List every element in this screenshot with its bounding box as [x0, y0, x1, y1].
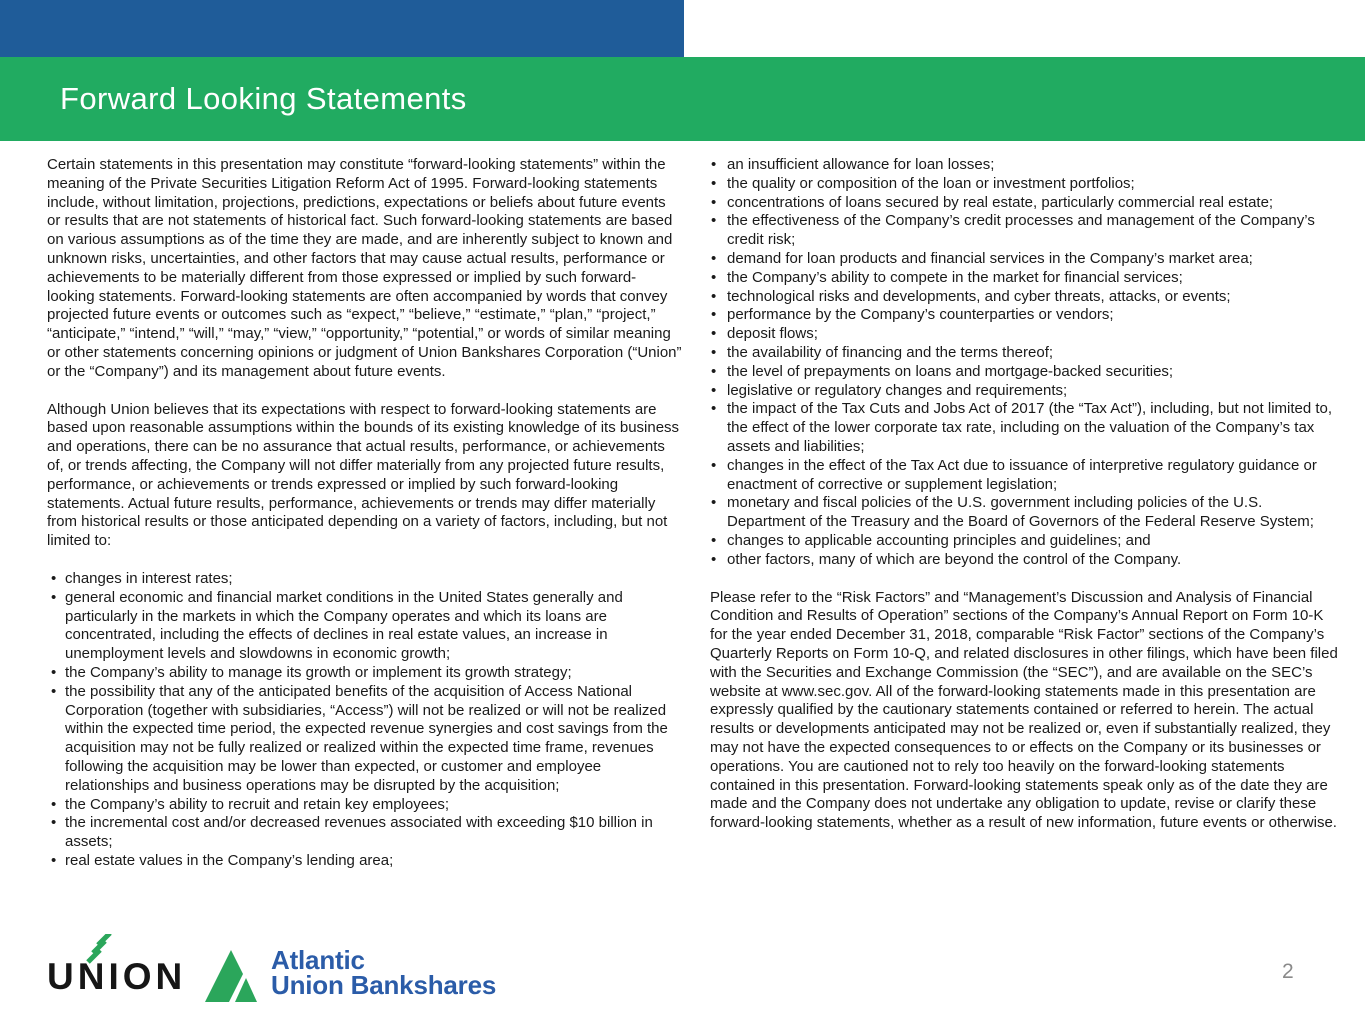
list-item: • the level of prepayments on loans and mortgage-backed securities;: [710, 363, 1342, 382]
risk-factor-list-left: [47, 570, 683, 871]
page-title: Forward Looking Statements: [60, 81, 467, 116]
atlantic-logo-line2: Union Bankshares: [271, 970, 497, 1000]
header-blue-bar: [0, 0, 684, 57]
atlantic-logo-wordmark: [271, 945, 497, 1000]
list-item: • changes in interest rates;: [47, 570, 683, 589]
list-item: • demand for loan products and financial services in the Company’s market area;: [710, 250, 1342, 269]
assumptions-paragraph: Although Union believes that its expectations with respect to forward-looking statements are based upon reasonable assumptions within the bounds of its existing knowledge of its business and operations, there can be no assurance that actual results, performance, or achievements of, or trends affecting, the Company will not differ materially from any projected future results, performance, or achievements or trends expressed or implied by such forward-looking statements. Actual future results, performance, achievements or trends may differ materially from historical results or those anticipated depending on a variety of factors, including, but not limited to:: [47, 400, 680, 550]
list-item: • the Company’s ability to manage its growth or implement its growth strategy;: [47, 664, 683, 683]
list-item: • changes in the effect of the Tax Act due to issuance of interpretive regulatory guidance or enactment of corrective or supplement legislation;: [710, 457, 1342, 495]
list-item: • concentrations of loans secured by real estate, particularly commercial real estate;: [710, 194, 1342, 213]
list-item: • the effectiveness of the Company’s credit processes and management of the Company’s credit risk;: [710, 212, 1342, 250]
list-item: • changes to applicable accounting principles and guidelines; and: [710, 532, 1342, 551]
list-item: • deposit flows;: [710, 325, 1342, 344]
list-item: • the quality or composition of the loan or investment portfolios;: [710, 175, 1342, 194]
list-item: • an insufficient allowance for loan losses;: [710, 156, 1342, 175]
atlantic-logo-triangle-icon: [205, 950, 263, 1002]
risk-factor-list-right: [710, 156, 1342, 570]
list-item: • the possibility that any of the anticipated benefits of the acquisition of Access National Corporation (together with subsidiaries, “Access”) will not be realized or will not be realized within the expected time period, the expected revenue synergies and cost savings from the acquisition may not be fully realized or realized within the expected time frame, revenues following the acquisition may be lower than expected, or customer and employee relationships and business operations may be disrupted by the acquisition;: [47, 683, 683, 796]
atlantic-union-bankshares-logo: [205, 946, 545, 1008]
left-column: [47, 156, 683, 871]
union-logo: [47, 938, 202, 1002]
list-item: • the impact of the Tax Cuts and Jobs Act of 2017 (the “Tax Act”), including, but not limited to, the effect of the lower corporate tax rate, including on the valuation of the Company’s tax assets and liabilities;: [710, 400, 1342, 456]
list-item: • the incremental cost and/or decreased revenues associated with exceeding $10 billion in assets;: [47, 814, 683, 852]
list-item: • the Company’s ability to compete in the market for financial services;: [710, 269, 1342, 288]
list-item: • real estate values in the Company’s lending area;: [47, 852, 683, 871]
list-item: • legislative or regulatory changes and requirements;: [710, 382, 1342, 401]
list-item: • other factors, many of which are beyond the control of the Company.: [710, 551, 1342, 570]
union-logo-wordmark: UNION: [47, 956, 187, 997]
list-item: • the availability of financing and the terms thereof;: [710, 344, 1342, 363]
page-number: 2: [1282, 960, 1294, 983]
atlantic-logo-line1: Atlantic: [271, 945, 365, 975]
list-item: • monetary and fiscal policies of the U.S. government including policies of the U.S. Department of the Treasury and the Board of Governors of the Federal Reserve System;: [710, 494, 1342, 532]
intro-paragraph: Certain statements in this presentation may constitute “forward-looking statements” within the meaning of the Private Securities Litigation Reform Act of 1995. Forward-looking statements include, without limitation, projections, predictions, expectations or beliefs about future events or results that are not statements of historical fact. Such forward-looking statements are based on various assumptions as of the time they are made, and are inherently subject to known and unknown risks, uncertainties, and other factors that may cause actual results, performance or achievements to be materially different from those expressed or implied by such forward-looking statements. Forward-looking statements are often accompanied by words that convey projected future events or outcomes such as “expect,” “believe,” “estimate,” “plan,” “project,” “anticipate,” “intend,” “will,” “may,” “view,” “opportunity,” “potential,” or words of similar meaning or other statements concerning opinions or judgment of Union Bankshares Corporation (“Union” or the “Company”) and its management about future events.: [47, 156, 682, 380]
header-green-bar: [0, 57, 1365, 141]
list-item: • general economic and financial market conditions in the United States generally and particularly in the markets in which the Company operates and which its loans are concentrated, including the effects of declines in real estate values, an increase in unemployment levels and slowdowns in economic growth;: [47, 589, 683, 664]
list-item: • technological risks and developments, and cyber threats, attacks, or events;: [710, 288, 1342, 307]
list-item: • performance by the Company’s counterparties or vendors;: [710, 306, 1342, 325]
sec-reference-paragraph: Please refer to the “Risk Factors” and “Management’s Discussion and Analysis of Financial Condition and Results of Operation” sections of the Company’s Annual Report on Form 10-K for the year ended December 31, 2018, comparable “Risk Factor” sections of the Company’s Quarterly Reports on Form 10-Q, and related disclosures in other filings, which have been filed with the Securities and Exchange Commission (the “SEC”), and are available on the SEC’s website at www.sec.gov. All of the forward-looking statements made in this presentation are expressly qualified by the cautionary statements contained or referred to herein. The actual results or developments anticipated may not be realized or, even if substantially realized, they may not have the expected consequences to or effects on the Company or its businesses or operations. You are cautioned not to rely too heavily on the forward-looking statements contained in this presentation. Forward-looking statements speak only as of the date they are made and the Company does not undertake any obligation to update, revise or clarify these forward-looking statements, whether as a result of new information, future events or otherwise.: [710, 588, 1338, 832]
right-column: [710, 156, 1342, 852]
list-item: • the Company’s ability to recruit and retain key employees;: [47, 796, 683, 815]
